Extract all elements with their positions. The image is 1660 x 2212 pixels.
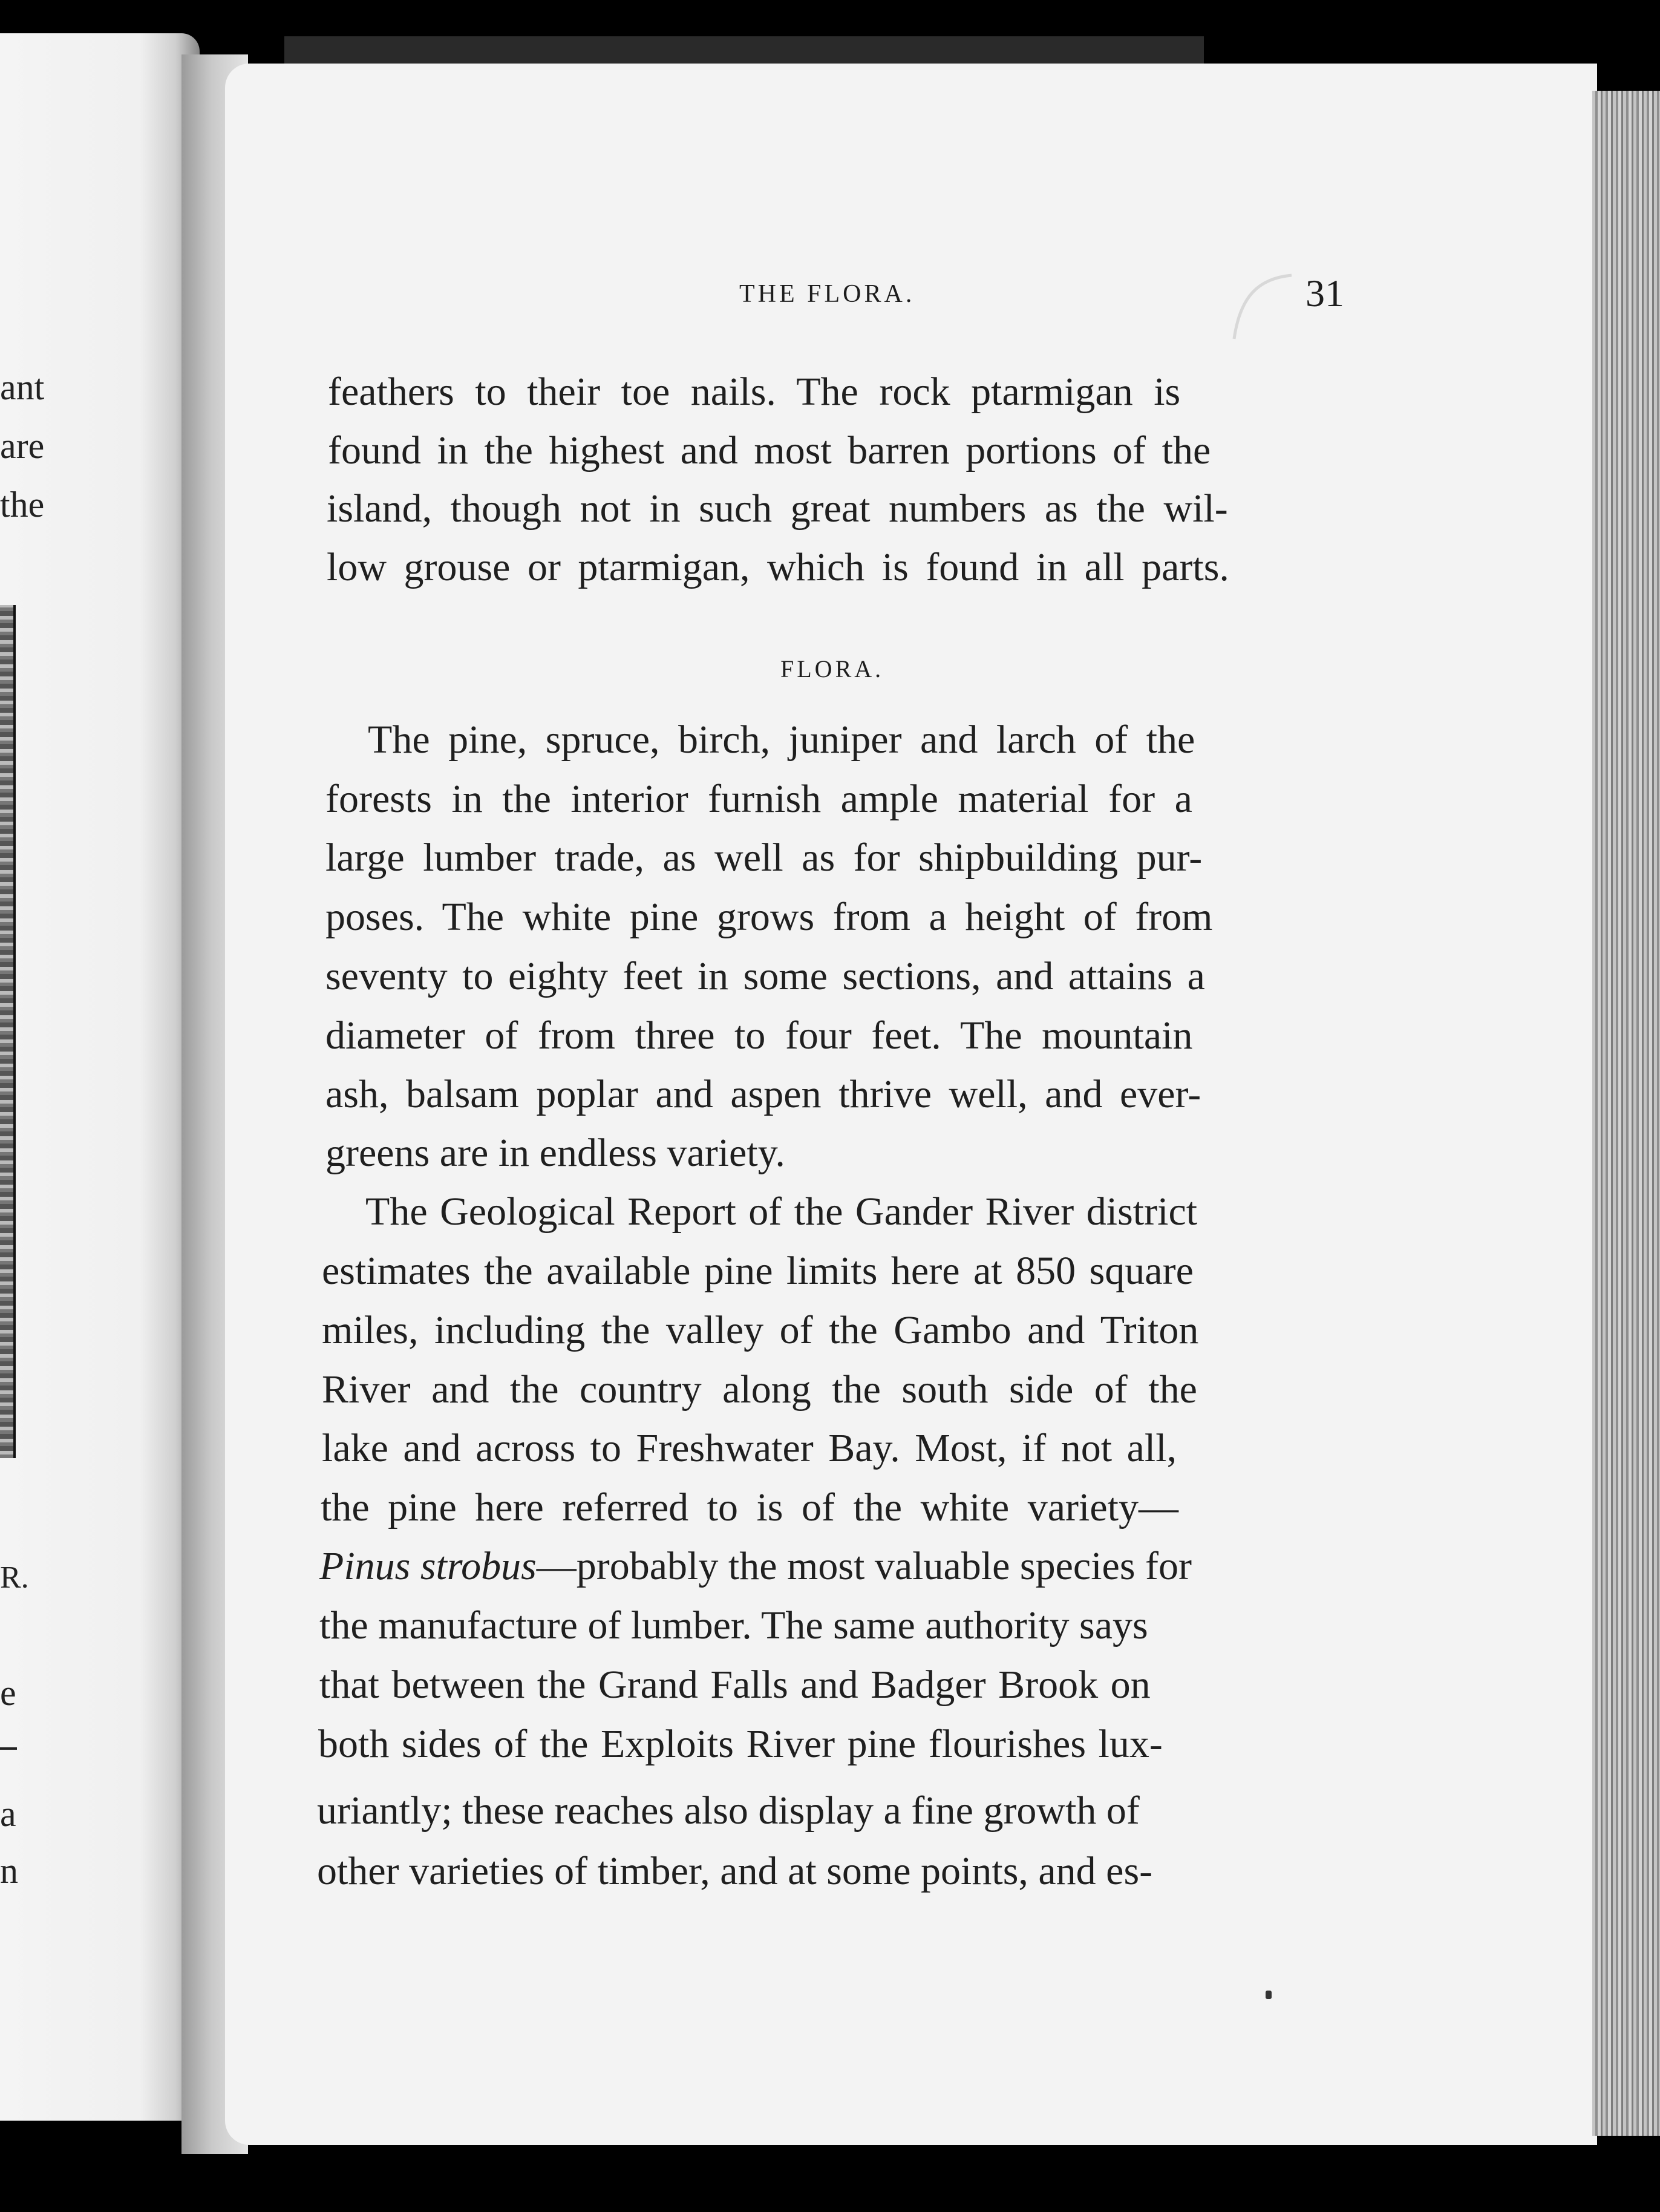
text-line: forests in the interior furnish ample material for a bbox=[325, 777, 1192, 821]
text-line: River and the country along the south side of the bbox=[322, 1367, 1197, 1412]
left-page-fragment: a bbox=[0, 1794, 16, 1834]
left-page-fragment: n bbox=[0, 1851, 18, 1891]
text-line: that between the Grand Falls and Badger Brook on bbox=[319, 1663, 1151, 1707]
text-line: the manufacture of lumber. The same authority says bbox=[319, 1603, 1148, 1648]
text-line: ash, balsam poplar and aspen thrive well, and ever- bbox=[325, 1072, 1201, 1116]
left-page-illustration-edge bbox=[0, 605, 16, 1458]
pencil-mark-icon bbox=[1222, 260, 1295, 345]
text-line: estimates the available pine limits here at 850 square bbox=[322, 1249, 1194, 1293]
left-page-dash bbox=[0, 1747, 17, 1750]
text-line: found in the highest and most barren portions of the bbox=[328, 428, 1211, 473]
text-line: the pine here referred to is of the white variety— bbox=[321, 1485, 1178, 1530]
text-segment: —probably the most valuable species for bbox=[536, 1544, 1192, 1588]
ink-speck bbox=[1266, 1991, 1272, 1999]
text-line: other varieties of timber, and at some points, and es- bbox=[317, 1849, 1153, 1893]
section-heading: FLORA. bbox=[780, 655, 884, 682]
text-line: both sides of the Exploits River pine flourishes lux- bbox=[318, 1722, 1163, 1766]
left-facing-page bbox=[0, 33, 200, 2121]
text-line: feathers to their toe nails. The rock ptarmigan is bbox=[328, 370, 1181, 414]
text-line: island, though not in such great numbers as the wil- bbox=[327, 486, 1228, 531]
text-line: lake and across to Freshwater Bay. Most, if not all, bbox=[322, 1426, 1177, 1470]
left-page-fragment: R. bbox=[0, 1560, 29, 1595]
italic-species-name: Pinus strobus bbox=[319, 1544, 537, 1588]
running-head: THE FLORA. bbox=[739, 280, 915, 308]
text-line: The Geological Report of the Gander River district bbox=[365, 1189, 1198, 1234]
text-line: The pine, spruce, birch, juniper and larch of the bbox=[368, 718, 1195, 762]
text-line: low grouse or ptarmigan, which is found in all parts. bbox=[327, 545, 1229, 589]
left-page-fragment: e bbox=[0, 1673, 16, 1713]
left-page-fragment: the bbox=[0, 485, 45, 525]
text-line: diameter of from three to four feet. The mountain bbox=[325, 1013, 1193, 1058]
left-page-fragment: are bbox=[0, 426, 45, 466]
text-line: seventy to eighty feet in some sections, and attains a bbox=[325, 954, 1205, 998]
text-line: large lumber trade, as well as for shipbuilding pur- bbox=[325, 836, 1203, 880]
text-line: uriantly; these reaches also display a fine growth of bbox=[317, 1788, 1140, 1833]
left-page-fragment: ant bbox=[0, 367, 45, 407]
text-line: poses. The white pine grows from a height of from bbox=[325, 895, 1213, 939]
text-line bbox=[319, 1546, 1192, 1586]
text-line: miles, including the valley of the Gambo and Triton bbox=[322, 1308, 1199, 1352]
page-block-edge bbox=[1592, 91, 1660, 2136]
text-line: greens are in endless variety. bbox=[325, 1131, 785, 1175]
page-number: 31 bbox=[1305, 272, 1344, 315]
